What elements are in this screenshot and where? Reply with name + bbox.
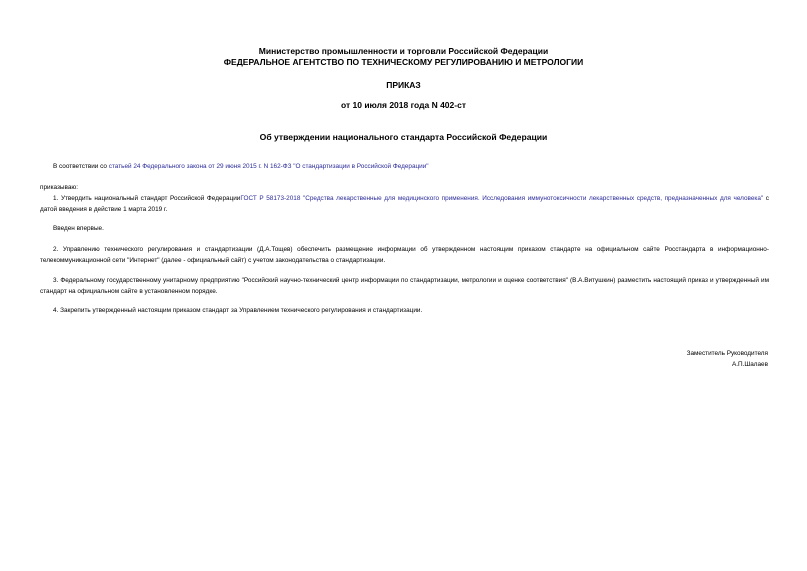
item-3: 3. Федеральному государственному унитарному предприятию "Российский научно-технический центр информации по стандартизации, метрологии и оценке соответствия" (В.А.Витушкин) разместить настоящий приказ и утвержденный им стандарт на официальном сайте в установленном порядке. bbox=[40, 277, 769, 295]
item-4: 4. Закрепить утвержденный настоящим приказом стандарт за Управлением технического регулирования и стандартизации. bbox=[53, 307, 423, 314]
preamble-text: В соответствии со bbox=[53, 163, 109, 170]
item-1 bbox=[40, 193, 769, 215]
introduced-note: Введен впервые. bbox=[53, 225, 104, 232]
order-word: приказываю: bbox=[40, 184, 78, 191]
agency-name: ФЕДЕРАЛЬНОЕ АГЕНТСТВО ПО ТЕХНИЧЕСКОМУ РЕГУЛИРОВАНИЮ И МЕТРОЛОГИИ bbox=[223, 57, 584, 67]
item-1-suffix: с датой введения в действие 1 марта 2019 г. bbox=[40, 195, 769, 213]
signature-position: Заместитель Руководителя bbox=[686, 350, 768, 357]
item-2: 2. Управлению технического регулирования и стандартизации (Д.А.Тощев) обеспечить размещение информации об утвержденном настоящим приказом стандарте на официальном сайте Росстандарта в информационно-телекоммуникационной сети "Интернет" (далее - официальный сайт) с учетом законодательства о стандартизации. bbox=[40, 246, 769, 264]
document-type: ПРИКАЗ bbox=[386, 80, 421, 90]
federal-law-link[interactable]: статьей 24 Федерального закона от 29 июня 2015 г. N 162-ФЗ "О стандартизации в Российской Федерации" bbox=[108, 163, 429, 170]
document-date-number: от 10 июля 2018 года N 402-ст bbox=[341, 100, 466, 110]
signature-name: А.П.Шалаев bbox=[731, 361, 768, 368]
item-1-text: 1. Утвердить национальный стандарт Российской Федерации bbox=[53, 195, 241, 202]
ministry-name: Министерство промышленности и торговли Российской Федерации bbox=[258, 46, 549, 56]
preamble bbox=[40, 161, 769, 172]
gost-standard-link[interactable]: ГОСТ Р 58173-2018 "Средства лекарственные для медицинского применения. Исследования иммунотоксичности лекарственных средств, предназначенных для человека" bbox=[240, 195, 764, 202]
document-title: Об утверждении национального стандарта Российской Федерации bbox=[259, 132, 548, 142]
